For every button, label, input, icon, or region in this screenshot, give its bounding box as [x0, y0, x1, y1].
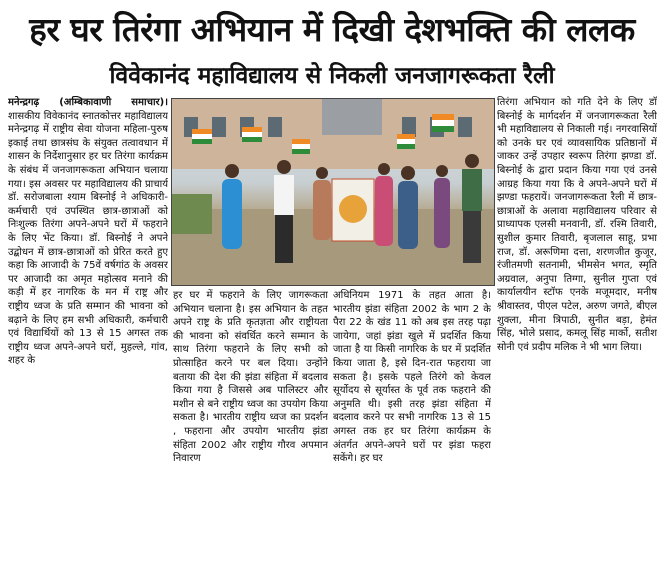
article-text-3: अधिनियम 1971 के तहत आता है। भारतीय झंडा संहिता 2002 के भाग 2 के पैरा 22 के खंड 11 को अब इस तरह पढ़ा जायेगा, जहां झंडा खुले में प्रदर्शित किया जाता है या किसी नागरिक के घर में प्रदर्शित किया जाता है, इसे दिन-रात फहराया जा सकता है। इसके पहले तिरंगे को केवल सूर्योदय से सूर्यास्त के पूर्व तक फहराने की अनुमति थी। इसी तरह झंडा संहिता में बदलाव करने पर सभी नागरिक 13 से 15 अगस्त तक हर घर तिरंगा कार्यक्रम के अंतर्गत अपने-अपने घरों पर झंडा फहरा सकेंगे। हर घर: [333, 290, 491, 465]
rally-photo: [171, 98, 495, 286]
headline: हर घर तिरंगा अभियान में दिखी देशभक्ति की ललक: [29, 10, 635, 49]
article-column-1: [8, 96, 168, 554]
article-column-2: [173, 289, 328, 555]
article-text-1: शासकीय विवेकानंद स्नातकोत्तर महाविद्यालय मनेन्द्रगढ़ में राष्ट्रीय सेवा योजना महिला-पुरुष इकाई तथा छात्रसंघ के संयुक्त तत्वावधान में शासन के निर्देशानुसार हर घर तिरंगा कार्यक्रम के संबंध में जनजागरूकता अभियान चलाया गया। इस अवसर पर महाविद्यालय की प्राचार्य डॉ. सरोजबाला श्याम बिस्नोई ने अधिकारी-कर्मचारी एवं उपस्थित छात्र-छात्राओं को निःशुल्क तिरंगा अपने-अपने घरों में फहराने के लिए भेंट किया। डॉ. बिस्नोई ने अपने उद्बोधन में छात्र-छात्राओं को प्रेरित करते हुए कहा कि आजादी के 75वें वर्षगांठ के अवसर पर आजादी का अमृत महोत्सव मनाने की कड़ी में हर नागरिक के मन में राष्ट्र और राष्ट्रीय ध्वज के प्रति सम्मान की भावना को बढ़ाने के लिए हम सभी अधिकारी, कर्मचारी एवं विद्यार्थियों को 13 से 15 अगस्त तक राष्ट्रीय ध्वज अपने-अपने घरों, मुहल्ले, गांव, शहर के: [8, 110, 168, 367]
dateline: मनेन्द्रगढ़ (अम्बिकावाणी समाचार)।: [8, 97, 168, 108]
article-text-4: तिरंगा अभियान को गति देने के लिए डॉ बिस्नोई के मार्गदर्शन में जनजागरूकता रैली भी महाविद्यालय से निकाली गई। नगरवासियों को उनके घर एवं व्यावसायिक प्रतिष्ठानों में जाकर उन्हें उपहार स्वरूप तिरंगा झण्डा डॉ. बिस्नोई के द्वारा प्रदान किया गया एवं उनसे आग्रह किया गया कि वे अपने-अपने घरों में झण्डा फहरायें। जनजागरूकता रैली में छात्र-छात्राओं के अलावा महाविद्यालय परिवार से प्राध्यापक एलसी मनवानी, डॉ. रश्मि तिवारी, सुशील कुमार तिवारी, बृजलाल साहू, प्रभा राज, डॉ. अरूणिमा दत्ता, शरणजीत कुजूर, रंजीतमणी सतनामी, भीमसेन भगत, स्मृति अग्रवाल, अनुपा तिग्गा, सुनील गुप्ता एवं कार्यालयीन स्टॉफ एनके मजूमदार, मनीष श्रीवास्तव, पीएल पटेल, अरुण जगते, बीएल शुक्ला, मीना त्रिपाठी, सुनीत बड़ा, हेमंत सिंह, भोले प्रसाद, कमलू सिंह मार्को, सतीश सोनी एवं प्रदीप मलिक ने भी भाग लिया।: [497, 97, 657, 353]
article-column-3: [333, 289, 491, 555]
article-text-2: हर घर में फहराने के लिए जागरूकता अभियान चलाना है। इस अभियान के तहत अपने राष्ट्र के प्रति कृतज्ञता और राष्ट्रीयता की भावना को संवर्धित करने सम्मान के साथ तिरंगा फहराने के लिए सभी को प्रोत्साहित करने पर बल दिया। उन्होंने बताया की देश की झंडा संहिता में बदलाव किया गया है जिससे अब पालिस्टर और मशीन से बने राष्ट्रीय ध्वज का उपयोग किया सकता है। भारतीय राष्ट्रीय ध्वज का प्रदर्शन , फहराना और उपयोग भारतीय झंडा संहिता 2002 और राष्ट्रीय गौरव अपमान निवारण: [173, 290, 328, 465]
subheadline: विवेकानंद महाविद्यालय से निकली जनजागरूकता रैली: [109, 63, 555, 89]
article-column-4: [497, 96, 657, 554]
